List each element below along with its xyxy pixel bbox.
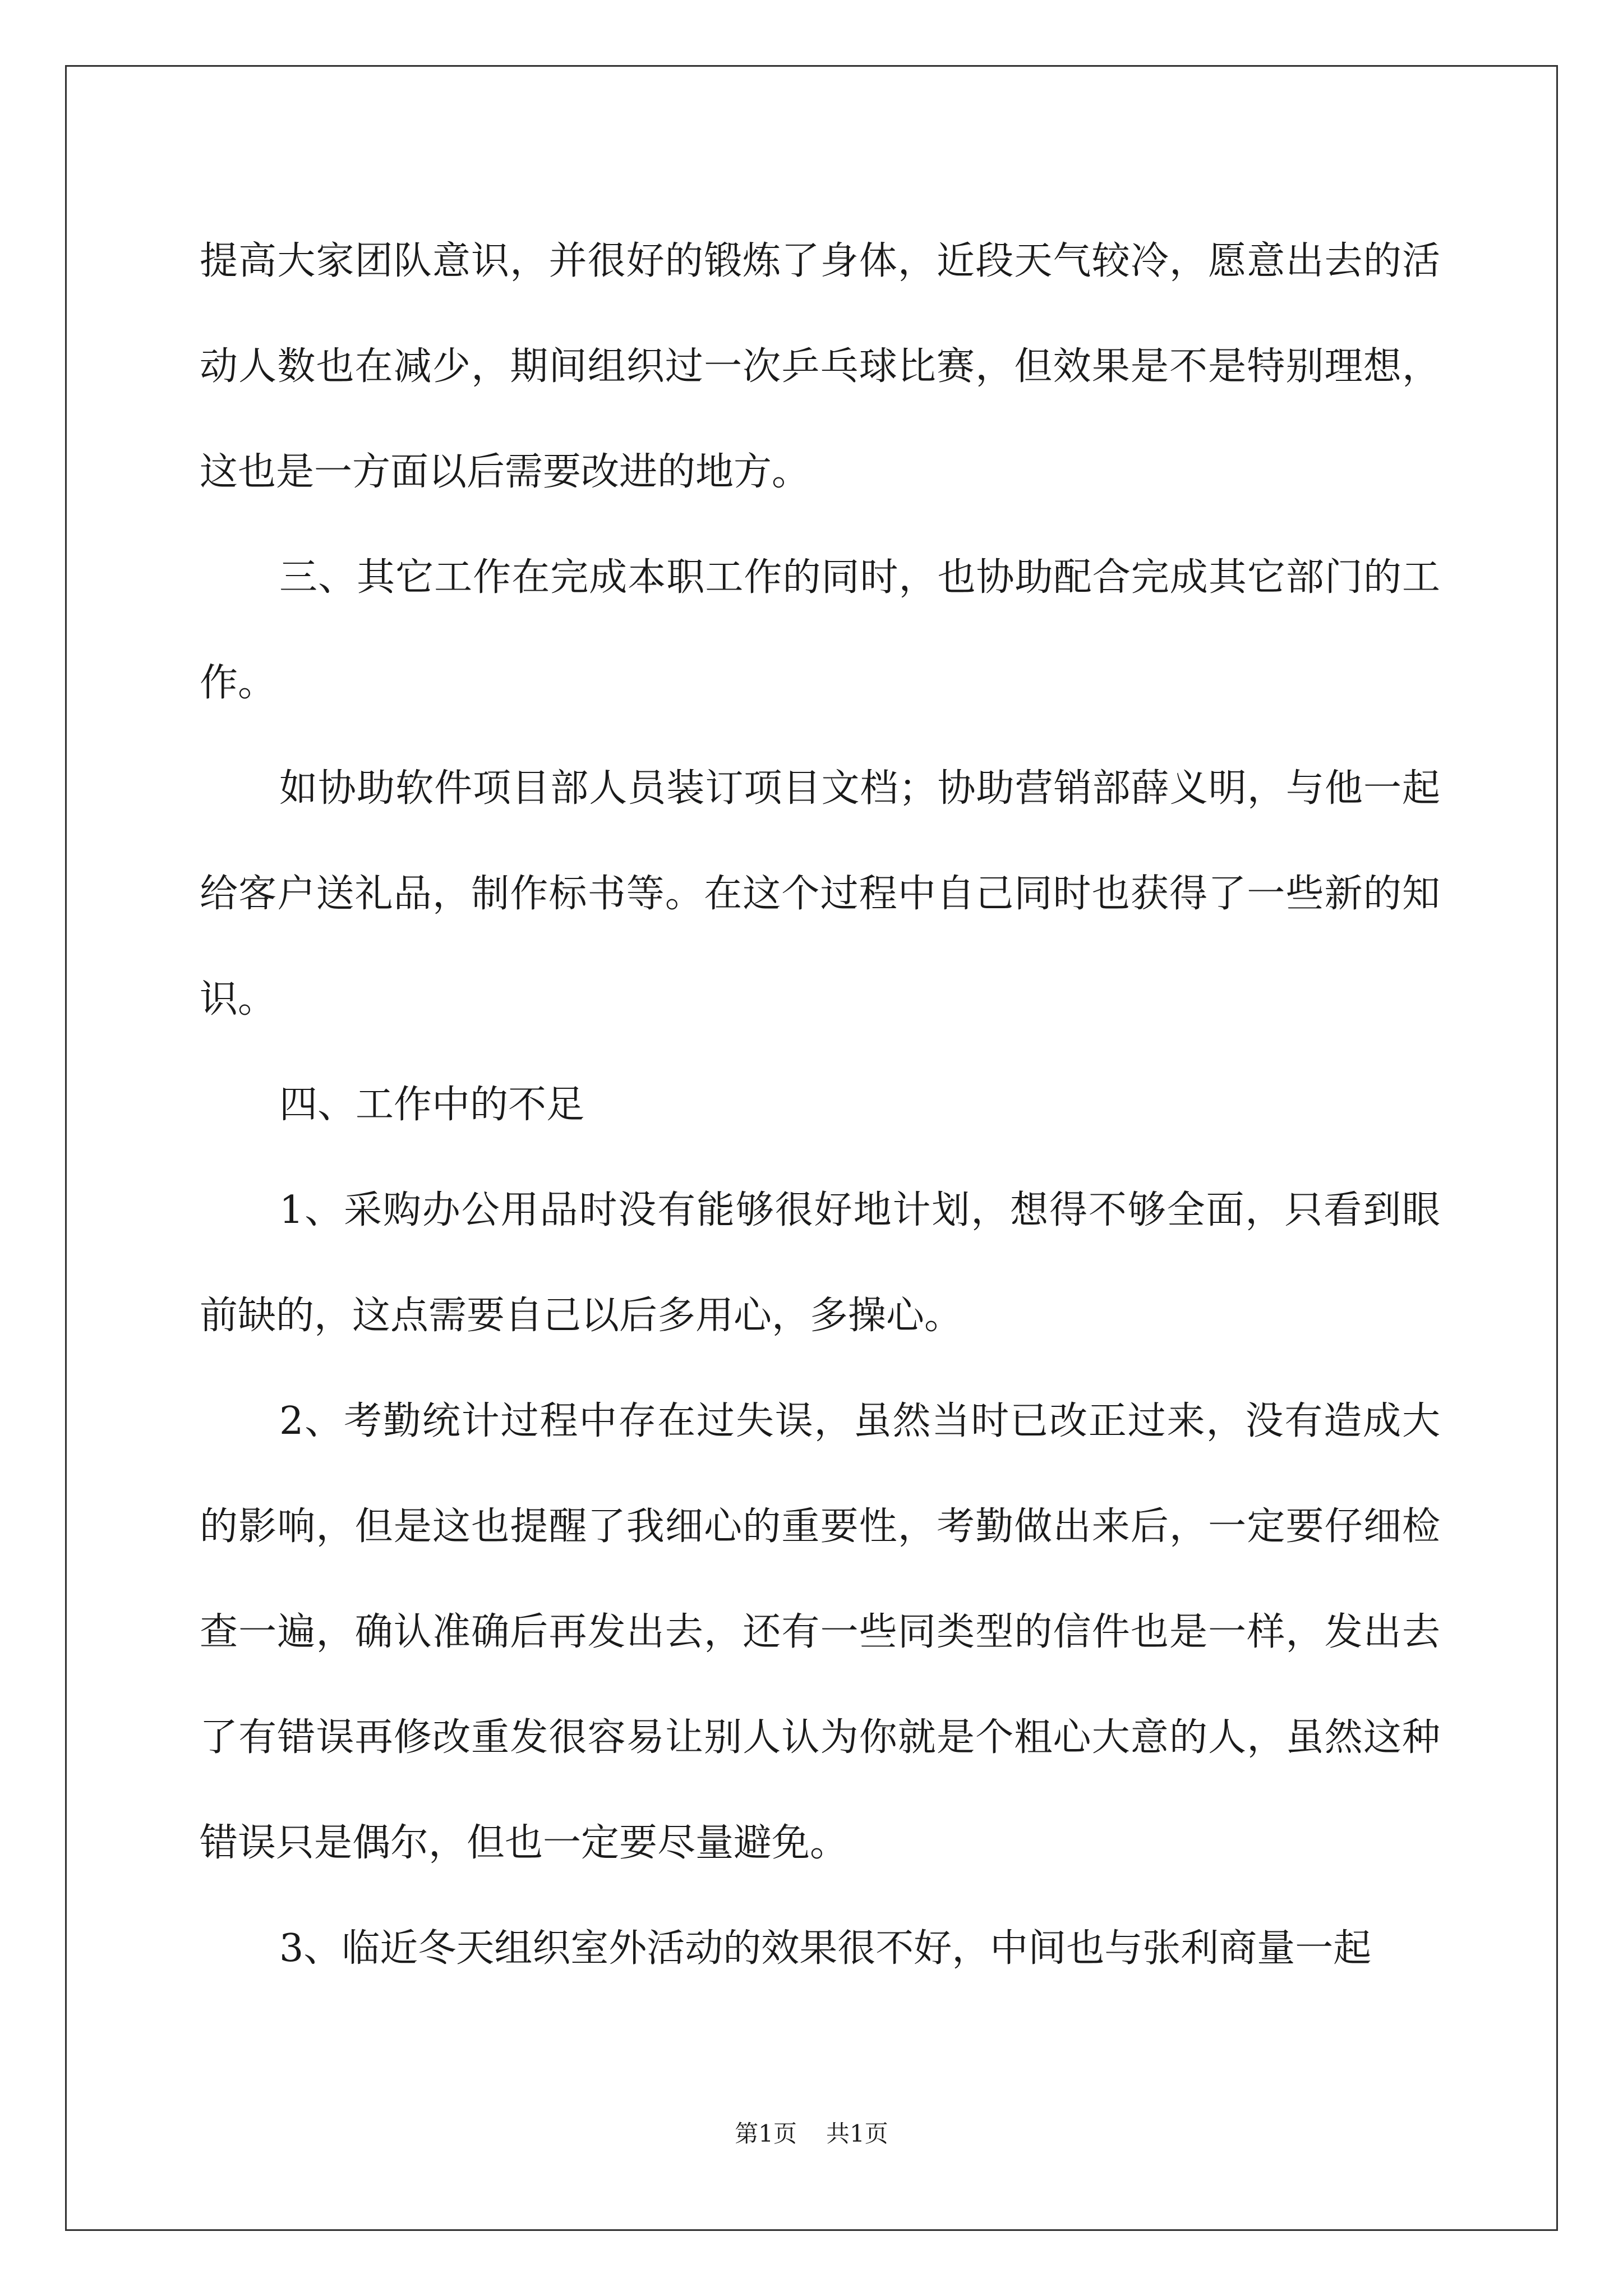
page-footer: [0, 2117, 1623, 2151]
paragraph-6: 2、考勤统计过程中存在过失误，虽然当时已改正过来，没有造成大的影响，但是这也提醒了我细心的重要性，考勤做出来后，一定要仔细检查一遍，确认准确后再发出去，还有一些同类型的信件也是一样，发出去了有错误再修改重发很容易让别人认为你就是个粗心大意的人，虽然这种错误只是偶尔，但也一定要尽量避免。: [200, 1399, 1440, 1865]
paragraph-2: 三、其它工作在完成本职工作的同时，也协助配合完成其它部门的工作。: [200, 555, 1440, 705]
paragraph-7: 3、临近冬天组织室外活动的效果很不好，中间也与张利商量一起: [279, 1926, 1372, 1971]
paragraph-5: 1、采购办公用品时没有能够很好地计划，想得不够全面，只看到眼前缺的，这点需要自己以后多用心，多操心。: [200, 1188, 1440, 1338]
document-body: [200, 209, 1440, 2001]
page-total: 共1页: [826, 2120, 888, 2147]
page-number: 第1页: [735, 2120, 797, 2147]
paragraph-4-heading: 四、工作中的不足: [279, 1083, 585, 1127]
paragraph-1: 提高大家团队意识，并很好的锻炼了身体，近段天气较冷，愿意出去的活动人数也在减少，期间组织过一次乒乓球比赛，但效果是不是特别理想，这也是一方面以后需要改进的地方。: [200, 239, 1440, 494]
paragraph-3: 如协助软件项目部人员装订项目文档；协助营销部薛义明，与他一起给客户送礼品，制作标书等。在这个过程中自己同时也获得了一些新的知识。: [200, 766, 1440, 1022]
